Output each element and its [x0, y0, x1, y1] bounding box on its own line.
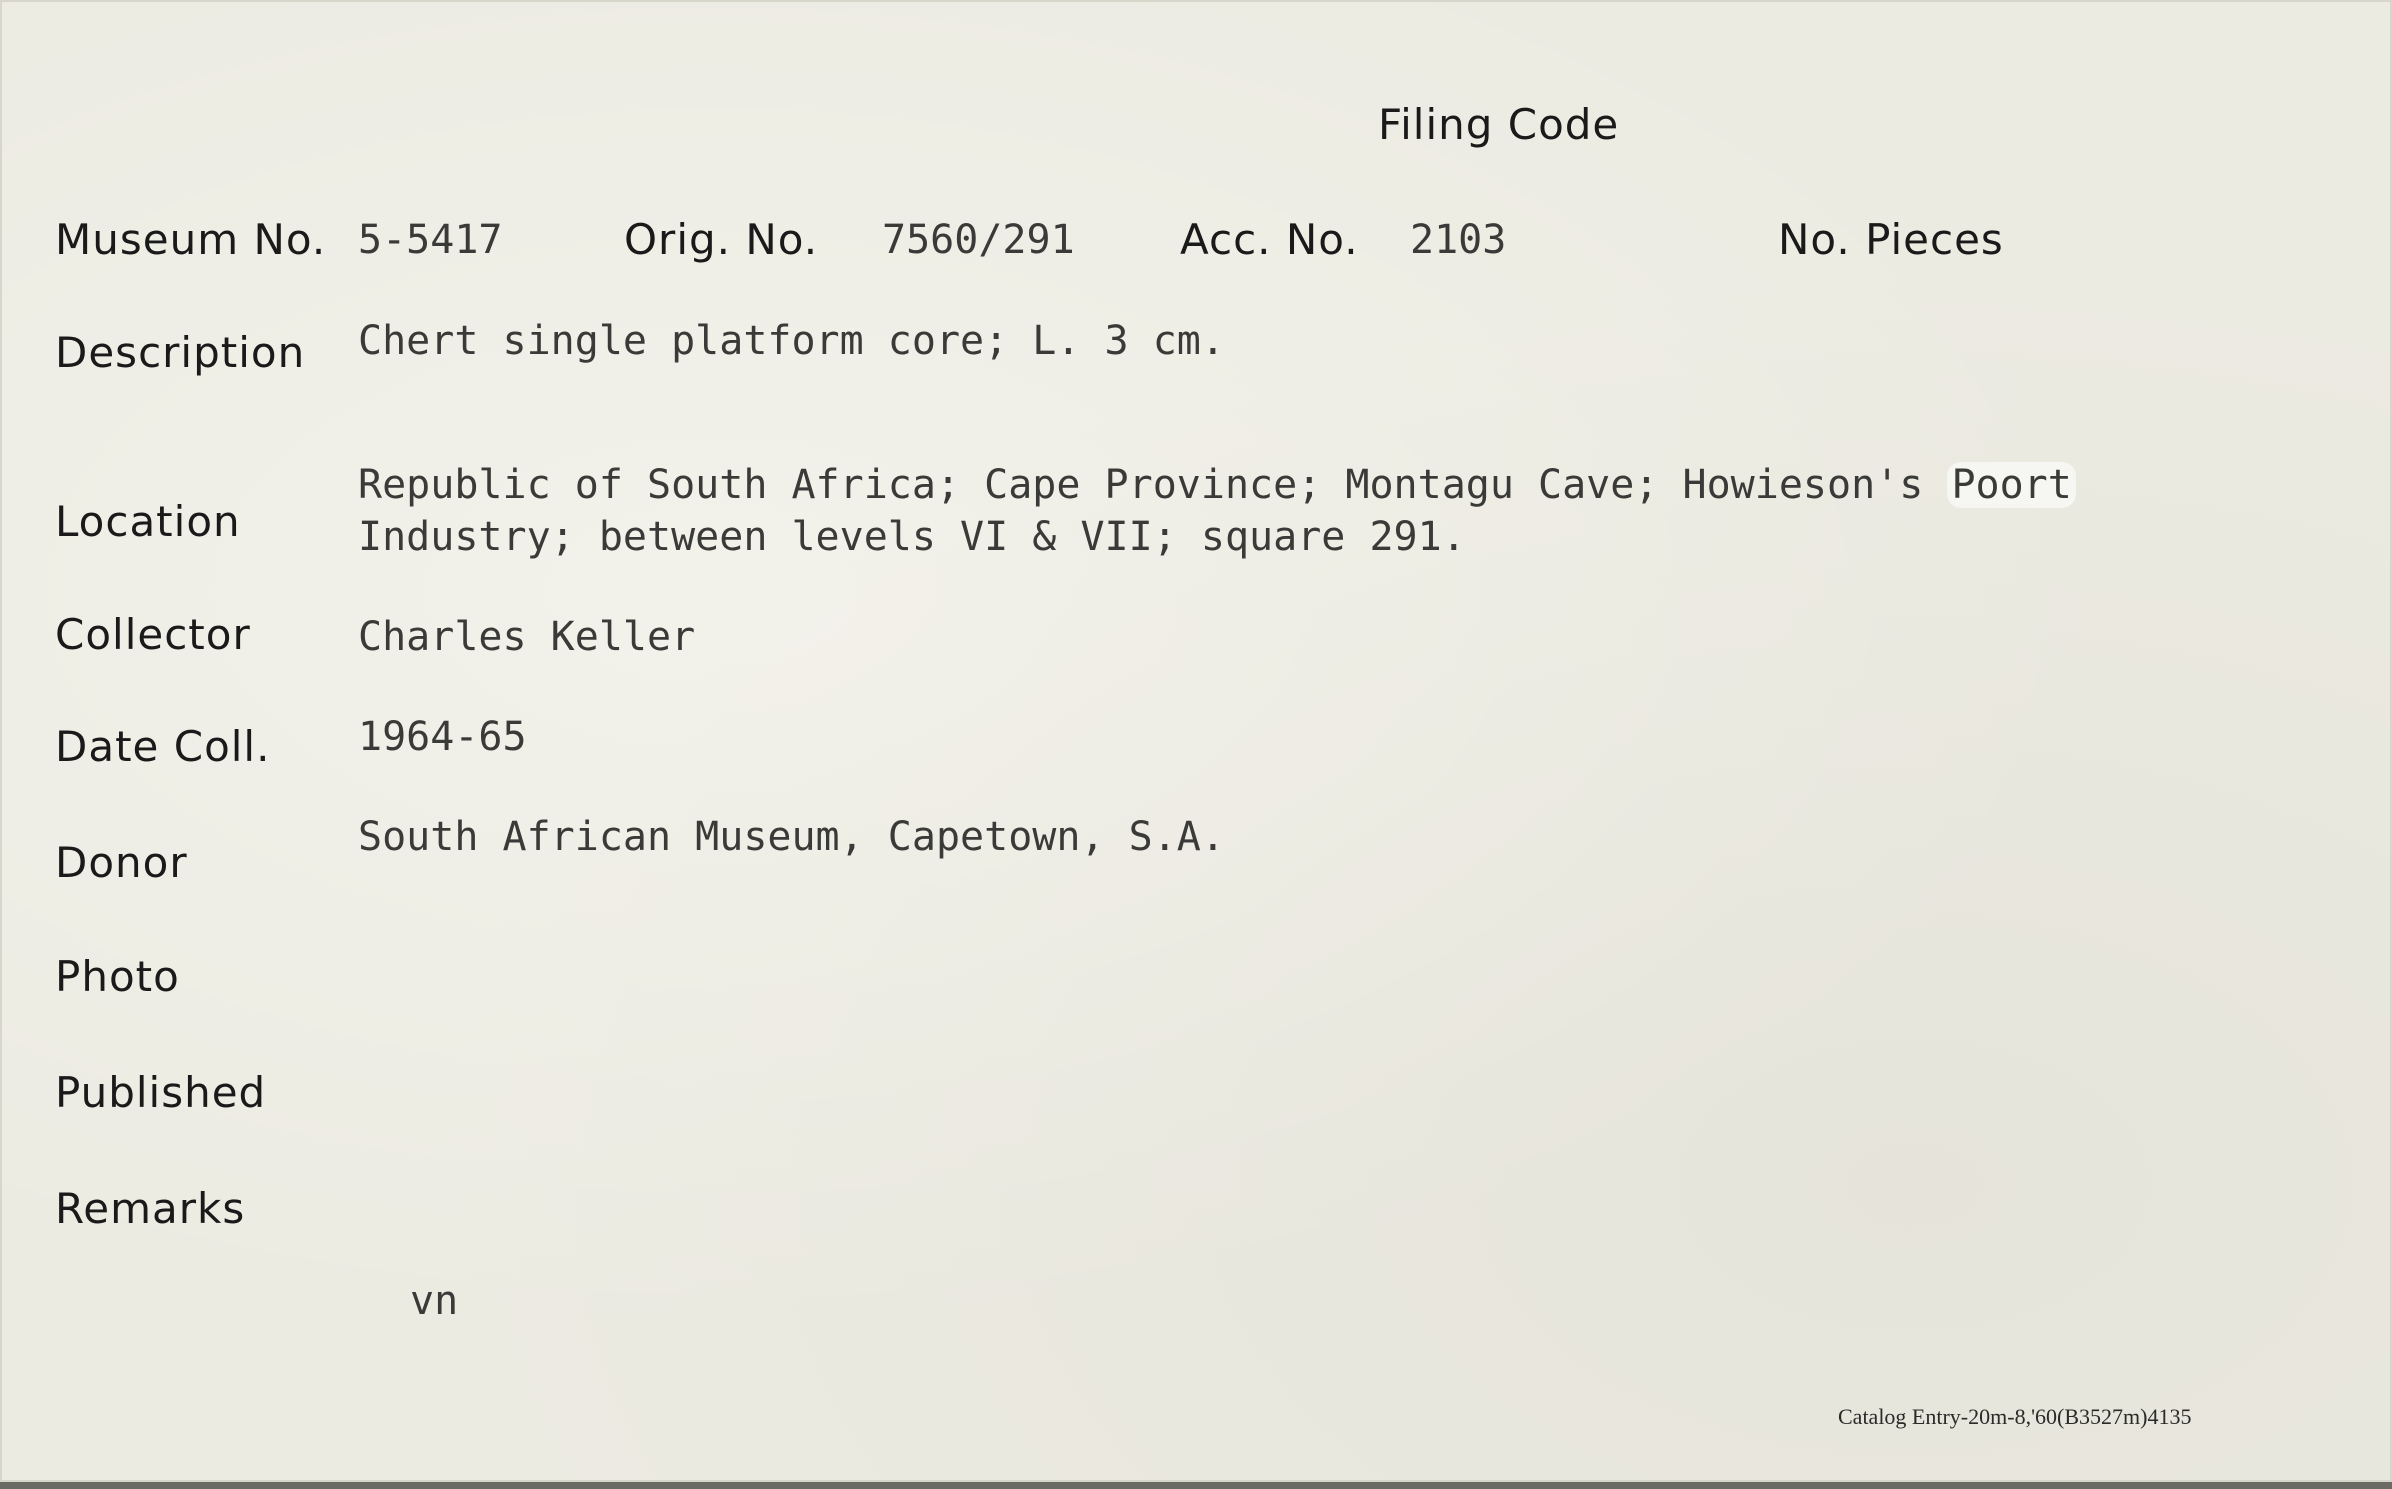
museum-no-label: Museum No. — [55, 215, 327, 264]
acc-no-value: 2103 — [1410, 217, 1507, 263]
description-label: Description — [55, 328, 306, 377]
date-coll-value: 1964-65 — [358, 714, 527, 760]
photo-label: Photo — [55, 952, 180, 1001]
donor-label: Donor — [55, 838, 188, 887]
acc-no-label: Acc. No. — [1180, 215, 1359, 264]
location-label: Location — [55, 497, 241, 546]
description-value: Chert single platform core; L. 3 cm. — [358, 318, 1225, 364]
no-pieces-label: No. Pieces — [1778, 215, 2004, 264]
collector-value: Charles Keller — [358, 614, 696, 660]
filing-code-label: Filing Code — [1378, 100, 1620, 149]
location-line-1 — [358, 462, 2076, 508]
published-label: Published — [55, 1068, 267, 1117]
initials: vn — [410, 1278, 459, 1324]
location-line-1-start: Republic of South Africa; Cape Province; Montagu Cave; Howieson's — [358, 462, 1924, 508]
museum-no-value: 5-5417 — [358, 217, 503, 263]
collector-label: Collector — [55, 610, 251, 659]
remarks-label: Remarks — [55, 1184, 246, 1233]
orig-no-value: 7560/291 — [882, 217, 1075, 263]
footer-print-code: Catalog Entry-20m-8,'60(B3527m)4135 — [1838, 1404, 2192, 1429]
location-line-1-end: Poort — [1947, 462, 2075, 508]
date-coll-label: Date Coll. — [55, 722, 271, 771]
donor-value: South African Museum, Capetown, S.A. — [358, 814, 1225, 860]
location-line-2: Industry; between levels VI & VII; square 291. — [358, 514, 1466, 560]
orig-no-label: Orig. No. — [624, 215, 819, 264]
